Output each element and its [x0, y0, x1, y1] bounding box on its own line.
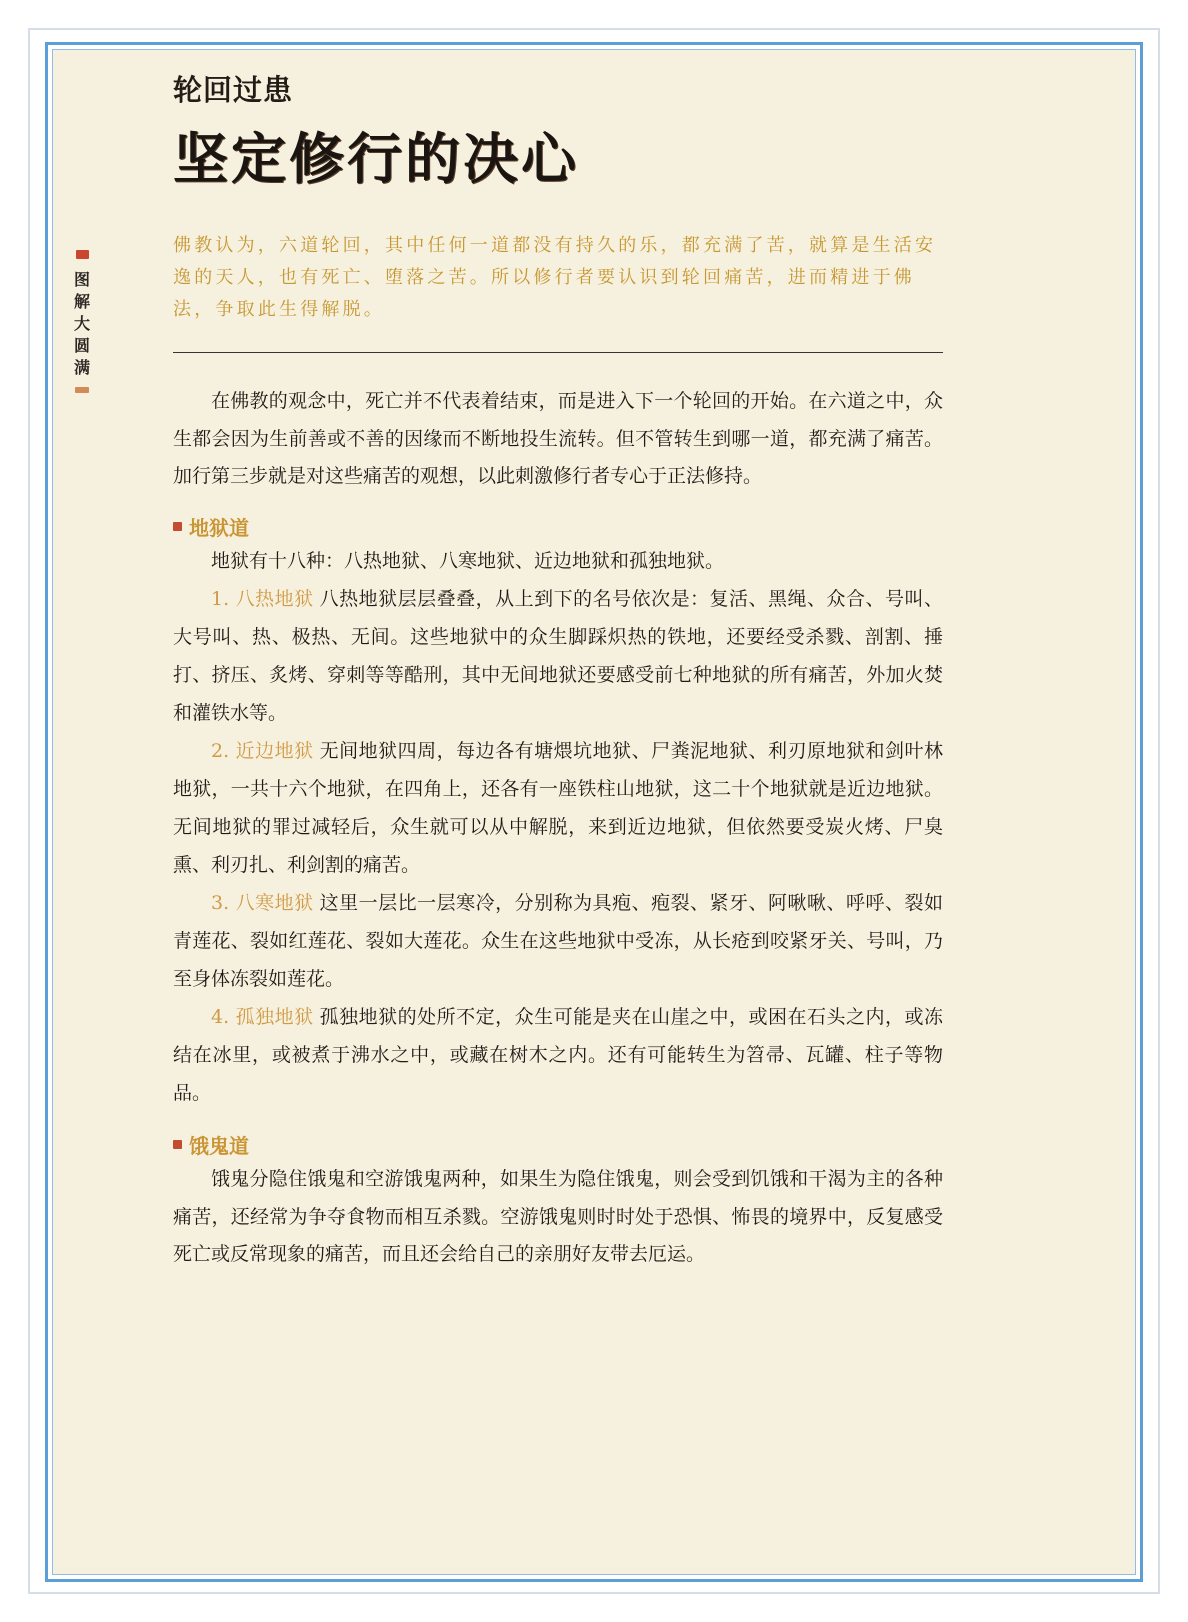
- section-heading-hell: 地狱道: [173, 512, 943, 541]
- item-text: 无间地狱四周，每边各有塘煨坑地狱、尸粪泥地狱、利刃原地狱和剑叶林地狱，一共十六个地狱，在四角上，还各有一座铁柱山地狱，这二十个地狱就是近边地狱。无间地狱的罪过减轻后，众生就可以从中解脱，来到近边地狱，但依然要受炭火烤、尸臭熏、利刃扎、利剑割的痛苦。: [173, 740, 943, 876]
- item-label: 4. 孤独地狱: [211, 1006, 314, 1028]
- item-label: 1. 八热地狱: [211, 588, 314, 610]
- item-text: 这里一层比一层寒冷，分别称为具疱、疱裂、紧牙、阿啾啾、呼呼、裂如青莲花、裂如红莲花、裂如大莲花。众生在这些地狱中受冻，从长疮到咬紧牙关、号叫，乃至身体冻裂如莲花。: [173, 892, 943, 990]
- body-paragraph: 在佛教的观念中，死亡并不代表着结束，而是进入下一个轮回的开始。在六道之中，众生都会因为生前善或不善的因缘而不断地投生流转。但不管转生到哪一道，都充满了痛苦。加行第三步就是对这些痛苦的观想，以此刺激修行者专心于正法修持。: [173, 390, 943, 487]
- page-content: [173, 58, 943, 1274]
- page-title: 坚定修行的决心: [173, 127, 580, 191]
- series-title: 轮回过患: [173, 73, 294, 107]
- hell-item: [173, 732, 943, 884]
- side-label-text: 图 解 大 圆 满: [73, 270, 90, 377]
- item-label: 2. 近边地狱: [211, 740, 314, 762]
- section-heading-ghost: 饿鬼道: [173, 1130, 943, 1159]
- item-text: 八热地狱层层叠叠，从上到下的名号依次是：复活、黑绳、众合、号叫、大号叫、热、极热、无间。这些地狱中的众生脚踩炽热的铁地，还要经受杀戮、剖割、捶打、挤压、炙烤、穿刺等等酷刑，其中无间地狱还要感受前七种地狱的所有痛苦，外加火焚和灌铁水等。: [173, 588, 943, 724]
- hell-item: [173, 580, 943, 732]
- item-text: 孤独地狱的处所不定，众生可能是夹在山崖之中，或困在石头之内，或冻结在冰里，或被煮于沸水之中，或藏在树木之内。还有可能转生为笤帚、瓦罐、柱子等物品。: [173, 1006, 943, 1104]
- square-bullet-icon: [173, 1140, 182, 1149]
- item-label: 3. 八寒地狱: [211, 892, 314, 914]
- seal-icon: [76, 250, 89, 259]
- intro-summary: 佛教认为，六道轮回，其中任何一道都没有持久的乐，都充满了苦，就算是生活安逸的天人，也有死亡、堕落之苦。所以修行者要认识到轮回痛苦，进而精进于佛法，争取此生得解脱。: [173, 235, 937, 320]
- section-lead: 地狱有十八种：八热地狱、八寒地狱、近边地狱和孤独地狱。: [211, 549, 725, 572]
- square-bullet-icon: [173, 522, 182, 531]
- side-label: [72, 250, 92, 393]
- seal-small-icon: [75, 387, 89, 393]
- divider: [173, 352, 943, 353]
- hell-item: [173, 884, 943, 998]
- hell-item: [173, 998, 943, 1112]
- body-paragraph: 饿鬼分隐住饿鬼和空游饿鬼两种，如果生为隐住饿鬼，则会受到饥饿和干渴为主的各种痛苦，还经常为争夺食物而相互杀戮。空游饿鬼则时时处于恐惧、怖畏的境界中，反复感受死亡或反常现象的痛苦，而且还会给自己的亲朋好友带去厄运。: [173, 1168, 943, 1265]
